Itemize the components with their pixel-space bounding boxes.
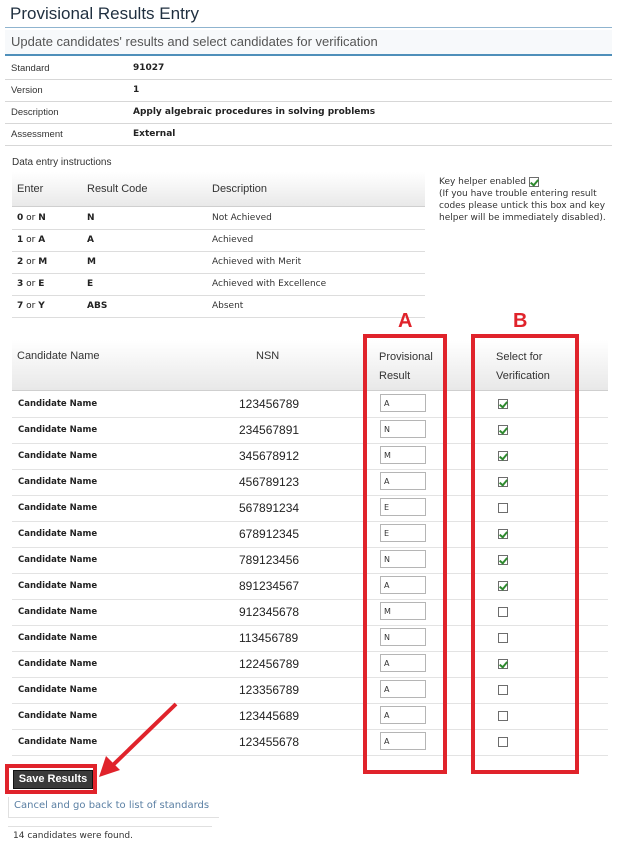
enter-key-text: or [26,257,36,267]
candidate-name: Candidate Name [18,503,98,513]
enter-key-text: M [38,257,48,267]
result-description: Absent [212,301,244,311]
candidate-nsn: 678912345 [239,527,300,541]
enter-key-text: 2 [17,257,24,267]
candidate-nsn: 123445689 [239,709,300,723]
enter-key-text: 7 [17,301,24,311]
cancel-bar [8,797,219,818]
standard-label: Standard [11,63,50,74]
page-subtitle: Update candidates' results and select candidates for verification [11,34,378,49]
save-results-button[interactable]: Save Results [13,770,93,789]
description-label: Description [11,107,59,118]
provisional-result-input[interactable]: A [380,394,426,412]
version-label: Version [11,85,43,96]
page-title: Provisional Results Entry [10,4,199,23]
instructions-title: Data entry instructions [12,157,112,168]
annotation-label-a: A [398,310,413,332]
candidate-nsn: 567891234 [239,501,300,515]
candidate-nsn: 123455678 [239,735,300,749]
provisional-result-input[interactable]: E [380,498,426,516]
candidate-name: Candidate Name [18,451,98,461]
candidate-nsn: 123356789 [239,683,300,697]
candidate-name: Candidate Name [18,529,98,539]
provisional-result-input[interactable]: M [380,602,426,620]
candidate-nsn: 123456789 [239,397,300,411]
candidate-nsn: 912345678 [239,605,300,619]
candidate-name: Candidate Name [18,711,98,721]
provisional-result-input[interactable]: A [380,706,426,724]
enter-key-text: 0 [17,213,24,223]
candidate-nsn: 122456789 [239,657,300,671]
provisional-result-input[interactable]: A [380,472,426,490]
provisional-result-input[interactable]: N [380,420,426,438]
result-description: Achieved with Excellence [212,279,327,289]
result-code: M [87,257,96,267]
provisional-result-header-line1: Provisional [379,351,433,363]
candidate-nsn: 234567891 [239,423,300,437]
verification-header-line2: Verification [496,370,550,382]
candidates-found-count: 14 candidates were found. [13,831,133,841]
provisional-result-input[interactable]: A [380,576,426,594]
candidate-nsn: 113456789 [239,631,299,645]
enter-key-text: or [26,213,36,223]
enter-key-text: or [26,235,36,245]
enter-header: Enter [17,183,44,195]
enter-key-text: A [38,235,46,245]
provisional-result-input[interactable]: N [380,628,426,646]
annotation-label-b: B [513,310,528,332]
result-code: E [87,279,94,289]
result-code-header: Result Code [87,183,148,195]
candidate-name: Candidate Name [18,477,98,487]
enter-key-text: or [26,301,36,311]
candidate-name: Candidate Name [18,685,98,695]
assessment-label: Assessment [11,129,63,140]
candidate-name: Candidate Name [18,581,98,591]
description-header: Description [212,183,268,195]
candidate-name: Candidate Name [18,737,98,747]
provisional-result-header-line2: Result [379,370,411,382]
provisional-result-input[interactable]: M [380,446,426,464]
found-bar [8,826,212,845]
candidate-name: Candidate Name [18,399,98,409]
verification-header-line1: Select for [496,351,543,363]
key-helper-note: (If you have trouble entering result codes please untick this box and key helper will be immediately disabled). [439,189,606,223]
version-value: 1 [133,85,140,95]
result-code: A [87,235,94,245]
provisional-result-input[interactable]: N [380,550,426,568]
provisional-result-input[interactable]: E [380,524,426,542]
assessment-value: External [133,129,176,139]
candidate-name: Candidate Name [18,633,98,643]
description-value: Apply algebraic procedures in solving problems [133,107,376,117]
provisional-result-input[interactable]: A [380,654,426,672]
enter-key-text: 1 [17,235,24,245]
candidate-name: Candidate Name [18,555,98,565]
candidate-nsn: 456789123 [239,475,300,489]
enter-key-text: 3 [17,279,24,289]
nsn-header: NSN [256,350,280,362]
result-code: N [87,213,95,223]
standard-value: 91027 [133,63,165,73]
enter-key-text: Y [38,301,45,311]
enter-key-text: E [38,279,45,289]
candidate-name: Candidate Name [18,607,98,617]
enter-key-text: or [26,279,36,289]
candidate-nsn: 891234567 [239,579,300,593]
provisional-result-input[interactable]: A [380,680,426,698]
candidate-nsn: 345678912 [239,449,300,463]
candidate-name: Candidate Name [18,659,98,669]
cancel-link[interactable]: Cancel and go back to list of standards [14,800,210,811]
candidate-nsn: 789123456 [239,553,300,567]
enter-key-text: N [38,213,46,223]
candidate-name: Candidate Name [18,425,98,435]
key-helper-label: Key helper enabled [439,177,526,187]
result-description: Not Achieved [212,213,272,223]
provisional-result-input[interactable]: A [380,732,426,750]
result-description: Achieved [212,235,254,245]
candidate-name-header: Candidate Name [17,350,100,362]
result-code: ABS [87,301,108,311]
result-description: Achieved with Merit [212,257,302,267]
